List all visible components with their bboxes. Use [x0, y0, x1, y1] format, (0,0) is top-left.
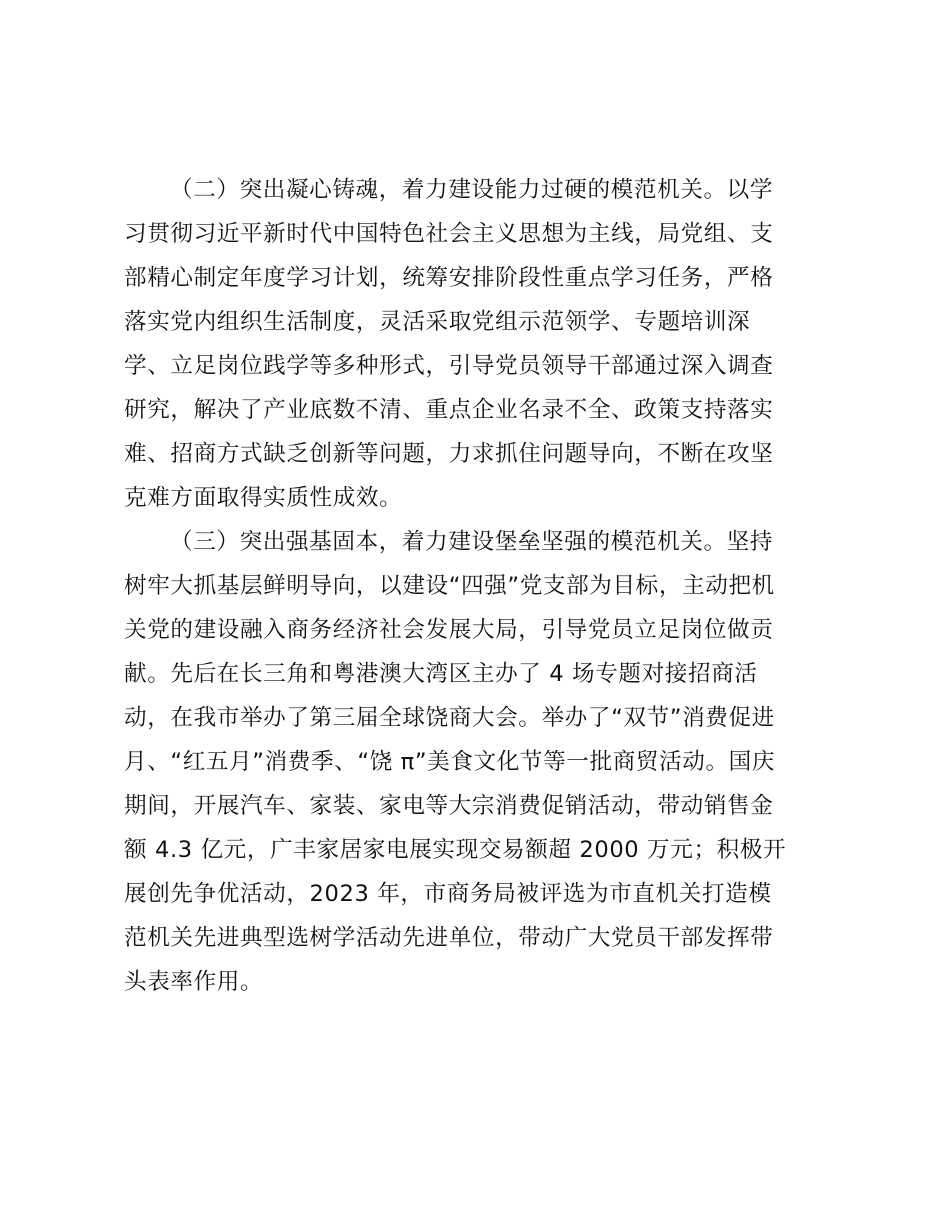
text-line: 月、“红五月”消费季、“饶 π”美食文化节等一批商贸活动。国庆 [124, 749, 776, 775]
text-line: 献。先后在长三角和粤港澳大湾区主办了 4 场专题对接招商活 [124, 661, 758, 687]
text-line: 范机关先进典型选树学活动先进单位，带动广大党员干部发挥带 [124, 925, 774, 951]
text-line: 研究，解决了产业底数不清、重点企业名录不全、政策支持落实 [124, 397, 774, 423]
text-line: 树牢大抓基层鲜明导向，以建设“四强”党支部为目标，主动把机 [124, 573, 775, 599]
document-body [124, 168, 828, 1004]
text-line: 展创先争优活动，2023 年，市商务局被评选为市直机关打造模 [124, 881, 772, 907]
text-line: 关党的建设融入商务经济社会发展大局，引导党员立足岗位做贡 [124, 617, 774, 643]
text-line: 头表率作用。 [124, 969, 264, 995]
text-line: 学、立足岗位践学等多种形式，引导党员领导干部通过深入调查 [124, 353, 774, 379]
text-line: 额 4.3 亿元，广丰家居家电展实现交易额超 2000 万元；积极开 [124, 837, 787, 863]
text-line: 落实党内组织生活制度，灵活采取党组示范领学、专题培训深 [124, 309, 751, 335]
text-line: 难、招商方式缺乏创新等问题，力求抓住问题导向，不断在攻坚 [124, 441, 774, 467]
text-line: 动，在我市举办了第三届全球饶商大会。举办了“双节”消费促进 [124, 705, 775, 731]
text-line: （三）突出强基固本，着力建设堡垒坚强的模范机关。坚持 [170, 529, 774, 555]
text-line: 部精心制定年度学习计划，统筹安排阶段性重点学习任务，严格 [124, 265, 774, 291]
text-line: 期间，开展汽车、家装、家电等大宗消费促销活动，带动销售金 [124, 793, 774, 819]
paragraph-2 [124, 168, 828, 520]
text-line: （二）突出凝心铸魂，着力建设能力过硬的模范机关。以学 [170, 177, 774, 203]
text-line: 克难方面取得实质性成效。 [124, 485, 403, 511]
paragraph-3 [124, 520, 828, 1004]
text-line: 习贯彻习近平新时代中国特色社会主义思想为主线，局党组、支 [124, 221, 774, 247]
